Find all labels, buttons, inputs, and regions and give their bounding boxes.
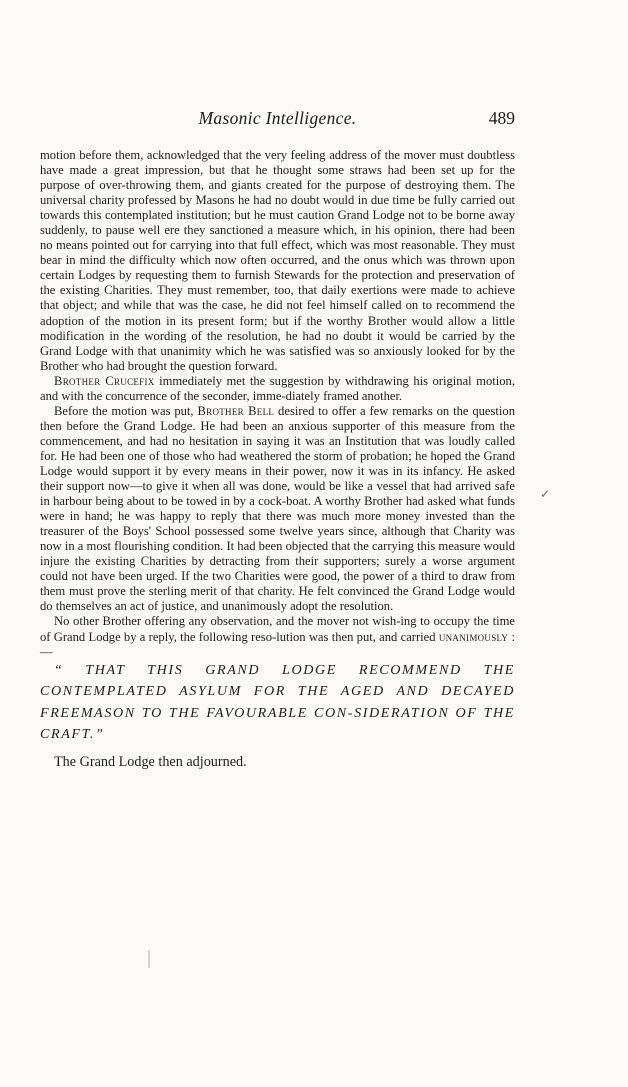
paragraph-2-text: immediately met the suggestion by withdrawing his original motion, and with the concurrence of the seconder, imme-diately framed another. [40, 373, 515, 403]
paragraph-2 [40, 374, 515, 404]
page-number: 489 [488, 108, 515, 128]
speaker-name: Brother Crucefix [54, 373, 155, 388]
scan-artifact [148, 950, 150, 968]
vote-result: unanimously [438, 629, 509, 644]
running-title: Masonic Intelligence. [198, 108, 357, 128]
paragraph-3-text: desired to offer a few remarks on the question then before the Grand Lodge. He had been an anxious supporter of this measure from the commencement, and had no hesitation in saying it was an Institution that was loudly called for. He had been one of those who had weathered the storm of probation; he hoped the Grand Lodge would support it by every means in their power, now it was in its infancy. He asked their support now—to give it when all was done, would be like a vessel that had arrived safe in harbour being about to be towed in by a cock-boat. A worthy Brother had asked what funds were in hand; he was happy to reply that there was much more money invested than the treasurer of the Boys' School possessed some twelve years since, although that Charity was now in a most flourishing condition. It had been objected that the carrying this measure would injure the existing Charities by detracting from their supporters; surely a worse argument could not have been urged. If the two Charities were good, the power of a third to draw from them must prove the sterling merit of that charity. He felt convinced the Grand Lodge would do themselves an act of justice, and unanimously adopt the resolution. [40, 403, 515, 614]
paragraph-1: motion before them, acknowledged that the very feeling address of the mover must doubtless have made a great impression, but that he thought some straws had been set up for the purpose of over-throwing them, and giants created for the purpose of destroying them. The universal charity professed by Masons he had no doubt would in due time be fully carried out towards this contemplated institution; but he must caution Grand Lodge not to be borne away suddenly, to pause well ere they sanctioned a measure which, in his opinion, there had been no means pointed out for carrying into that full effect, which was most reasonable. They must bear in mind the difficulty which now often occurred, and the onus which was thrown upon certain Lodges by requesting them to furnish Stewards for the protection and preservation of the existing Charities. They must remember, too, that daily exertions were made to achieve that object; and while that was the case, he did not feel himself called on to recommend the adoption of the motion in its present form; but if the worthy Brother would allow a little modification in the wording of the resolution, he had no doubt it would be carried by the Grand Lodge with that unanimity which he was satisfied was so anxiously looked for by the Brother who had brought the question forward. [40, 148, 515, 373]
closing-line: The Grand Lodge then adjourned. [54, 753, 247, 770]
paragraph-4-text: No other Brother offering any observation, and the mover not wish-ing to occupy the time of Grand Lodge by a reply, the following reso-lution was then put, and carried [40, 614, 515, 644]
paragraph-3 [40, 404, 515, 615]
paragraph-3-lead: Before the motion was put, [54, 403, 198, 418]
paragraph-4-tail: :— [40, 629, 515, 659]
running-header [40, 108, 515, 134]
speaker-name: Brother Bell [197, 403, 275, 418]
resolution-text: “ THAT THIS GRAND LODGE RECOMMEND THE CONTEMPLATED ASYLUM FOR THE AGED AND DECAYED FREEMASON TO THE FAVOURABLE CON-SIDERATION OF THE CRAFT.” [40, 661, 515, 743]
margin-tick-mark: ✓ [540, 487, 551, 501]
article-body [40, 148, 515, 770]
paragraph-4 [40, 614, 515, 659]
